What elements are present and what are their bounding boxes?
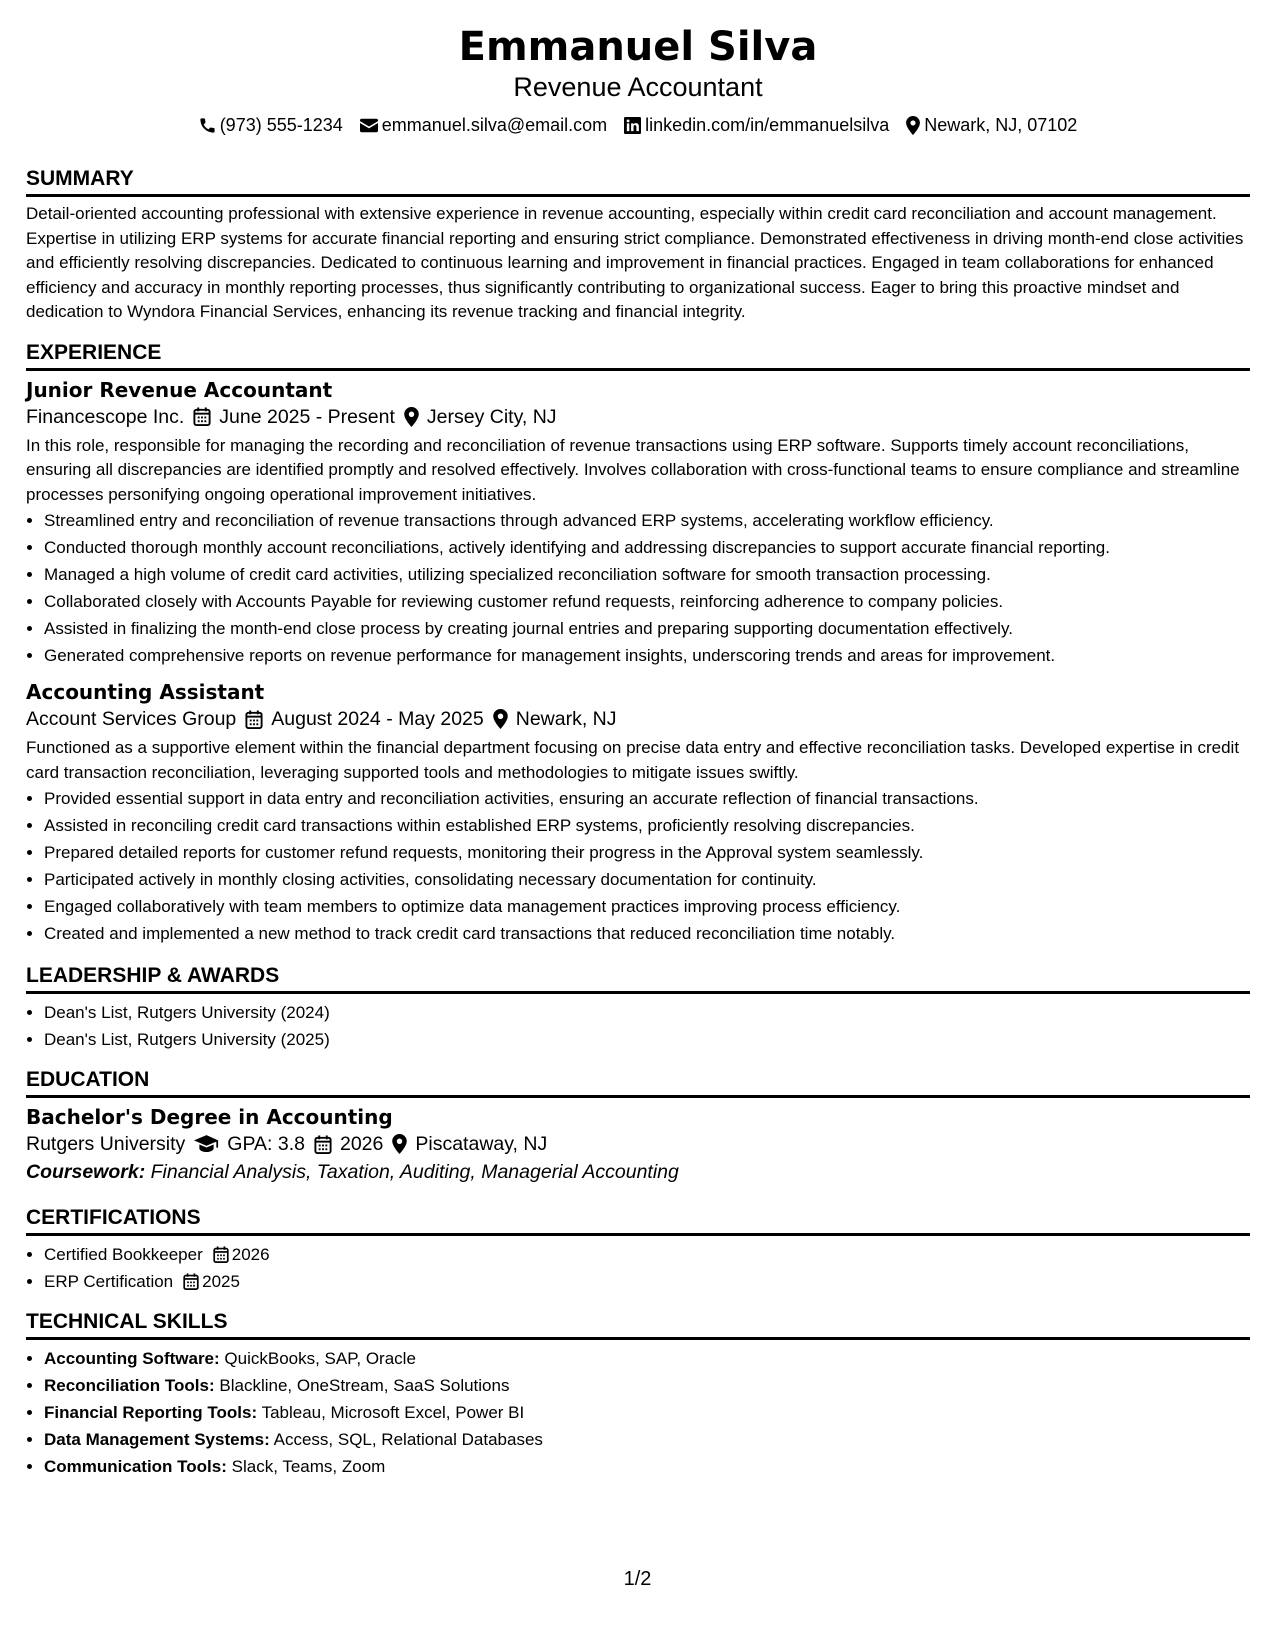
- education-section: [26, 1067, 1250, 1186]
- job-location: [493, 705, 617, 733]
- education-location-text: Piscataway, NJ: [415, 1133, 548, 1155]
- job-bullet: • Assisted in finalizing the month-end close process by creating journal entries and preparing supporting documentation effectively.: [44, 615, 1250, 642]
- job-company: Financescope Inc.: [26, 405, 185, 428]
- job-bullet: • Streamlined entry and reconciliation of revenue transactions through advanced ERP systems, accelerating workflow efficiency.: [44, 507, 1250, 534]
- job-bullet: • Conducted thorough monthly account reconciliations, actively identifying and addressing discrepancies to support accurate financial reporting.: [44, 534, 1250, 561]
- job-bullets: [26, 507, 1250, 669]
- skill-label: Reconciliation Tools:: [44, 1376, 215, 1395]
- skill-value: Access, SQL, Relational Databases: [273, 1430, 543, 1449]
- skill-item: [44, 1426, 1250, 1453]
- gpa-text: GPA: 3.8: [227, 1133, 305, 1155]
- job-bullet: • Engaged collaboratively with team members to optimize data management practices improving process efficiency.: [44, 893, 1250, 920]
- calendar-icon: [213, 1246, 229, 1263]
- job-bullet: • Participated actively in monthly closing activities, consolidating necessary documentation for continuity.: [44, 866, 1250, 893]
- job-location-text: Jersey City, NJ: [426, 405, 557, 428]
- coursework-label: Coursework:: [26, 1161, 146, 1183]
- job-location: [404, 403, 557, 431]
- graduation-cap-icon: [194, 1135, 219, 1153]
- job-entry: [26, 377, 1250, 670]
- certification-date: [213, 1241, 270, 1268]
- location-text: Newark, NJ, 07102: [924, 115, 1078, 135]
- calendar-icon: [245, 710, 263, 729]
- skill-item: [44, 1372, 1250, 1399]
- job-bullet: • Prepared detailed reports for customer refund requests, monitoring their progress in the Approval system seamlessly.: [44, 839, 1250, 866]
- job-title: Junior Revenue Accountant: [26, 377, 333, 402]
- job-meta: [26, 705, 1250, 733]
- skill-value: Blackline, OneStream, SaaS Solutions: [219, 1376, 510, 1395]
- skills-section: [26, 1309, 1250, 1480]
- contact-location: [906, 114, 1077, 136]
- summary-heading: SUMMARY: [26, 166, 1250, 197]
- calendar-icon: [193, 407, 211, 426]
- education-meta: [26, 1130, 1250, 1158]
- skill-value: QuickBooks, SAP, Oracle: [224, 1349, 416, 1368]
- education-location: [392, 1130, 547, 1158]
- job-meta: [26, 403, 1250, 431]
- job-dates: [193, 403, 395, 431]
- award-item: • Dean's List, Rutgers University (2024): [44, 999, 1250, 1026]
- awards-list: [26, 999, 1250, 1053]
- certifications-section: [26, 1205, 1250, 1295]
- award-item: • Dean's List, Rutgers University (2025): [44, 1026, 1250, 1053]
- contact-email[interactable]: [360, 114, 607, 136]
- calendar-icon: [314, 1135, 332, 1154]
- skill-item: [44, 1345, 1250, 1372]
- contact-phone[interactable]: [199, 114, 343, 136]
- skill-item: [44, 1453, 1250, 1480]
- summary-text: Detail-oriented accounting professional with extensive experience in revenue accounting, especially within credit card reconciliation and account management. Expertise in utilizing ERP systems for accurate financial reporting and ensuring strict compliance. Demonstrated effectiveness in driving month-end close activities and efficiently resolving discrepancies. Dedicated to continuous learning and improvement in financial practices. Engaged in team collaborations for enhanced efficiency and accuracy in monthly reporting processes, thus significantly contributing to organizational success. Eager to bring this proactive mindset and dedication to Wyndora Financial Services, enhancing its revenue tracking and financial integrity.: [26, 204, 1244, 321]
- experience-section: [26, 340, 1250, 948]
- resume-page: [26, 22, 1250, 1480]
- contact-linkedin[interactable]: [624, 114, 889, 136]
- calendar-icon: [183, 1273, 199, 1290]
- job-location-text: Newark, NJ: [515, 708, 617, 730]
- phone-text: (973) 555-1234: [219, 115, 343, 135]
- job-bullet: • Generated comprehensive reports on revenue performance for management insights, underscoring trends and areas for improvement.: [44, 642, 1250, 669]
- certifications-list: [26, 1241, 1250, 1295]
- skill-value: Slack, Teams, Zoom: [231, 1457, 386, 1476]
- map-pin-icon: [392, 1134, 407, 1154]
- certification-date: [183, 1268, 240, 1295]
- awards-heading: LEADERSHIP & AWARDS: [26, 963, 1250, 994]
- page-number: 1/2: [623, 1568, 652, 1590]
- job-company: Account Services Group: [26, 708, 237, 730]
- education-heading: EDUCATION: [26, 1067, 1250, 1098]
- phone-icon: [199, 117, 216, 134]
- education-year: [314, 1130, 383, 1158]
- skill-item: [44, 1399, 1250, 1426]
- school-name: Rutgers University: [26, 1133, 186, 1155]
- candidate-name: Emmanuel Silva: [458, 24, 818, 70]
- job-entry: [26, 679, 1250, 947]
- coursework-text: Financial Analysis, Taxation, Auditing, Managerial Accounting: [150, 1161, 679, 1183]
- skill-label: Communication Tools:: [44, 1457, 227, 1476]
- certification-year: 2025: [202, 1272, 240, 1291]
- job-bullet: • Managed a high volume of credit card activities, utilizing specialized reconciliation software for smooth transaction processing.: [44, 561, 1250, 588]
- job-description: Functioned as a supportive element within the financial department focusing on precise data entry and effective reconciliation tasks. Developed expertise in credit card transaction reconciliation, leveraging supported tools and methodologies to mitigate issues swiftly.: [26, 738, 1240, 782]
- experience-heading: EXPERIENCE: [26, 340, 1250, 371]
- certification-name: • Certified Bookkeeper: [44, 1245, 203, 1264]
- linkedin-text: linkedin.com/in/emmanuelsilva: [645, 115, 890, 135]
- skill-label: Accounting Software:: [44, 1349, 220, 1368]
- candidate-title: Revenue Accountant: [513, 72, 763, 102]
- skill-label: Data Management Systems:: [44, 1430, 270, 1449]
- certification-item: [44, 1268, 1250, 1295]
- job-dates-text: June 2025 - Present: [219, 405, 395, 428]
- job-dates-text: August 2024 - May 2025: [271, 708, 484, 730]
- skill-label: Financial Reporting Tools:: [44, 1403, 258, 1422]
- map-pin-icon: [404, 407, 419, 427]
- job-dates: [245, 705, 483, 733]
- certification-item: [44, 1241, 1250, 1268]
- job-bullet: • Assisted in reconciling credit card transactions within established ERP systems, proficiently resolving discrepancies.: [44, 812, 1250, 839]
- summary-section: [26, 166, 1250, 325]
- envelope-icon: [360, 118, 378, 133]
- job-bullet: • Collaborated closely with Accounts Payable for reviewing customer refund requests, reinforcing adherence to company policies.: [44, 588, 1250, 615]
- map-pin-icon: [906, 116, 920, 135]
- skills-heading: TECHNICAL SKILLS: [26, 1309, 1250, 1340]
- map-pin-icon: [493, 709, 508, 729]
- certification-name: • ERP Certification: [44, 1272, 174, 1291]
- year-text: 2026: [339, 1133, 384, 1155]
- job-bullet: • Created and implemented a new method to track credit card transactions that reduced reconciliation time notably.: [44, 920, 1250, 947]
- coursework: [26, 1158, 1250, 1186]
- certifications-heading: CERTIFICATIONS: [26, 1205, 1250, 1236]
- skills-list: [26, 1345, 1250, 1480]
- skill-value: Tableau, Microsoft Excel, Power BI: [261, 1403, 525, 1422]
- certification-year: 2026: [231, 1245, 270, 1264]
- education-gpa: [194, 1130, 305, 1158]
- job-bullet: • Provided essential support in data entry and reconciliation activities, ensuring an accurate reflection of financial transactions.: [44, 785, 1250, 812]
- linkedin-icon: [624, 117, 641, 134]
- awards-section: [26, 963, 1250, 1053]
- job-title: Accounting Assistant: [26, 680, 265, 704]
- email-text: emmanuel.silva@email.com: [381, 115, 608, 135]
- job-bullets: [26, 785, 1250, 947]
- degree-title: Bachelor's Degree in Accounting: [26, 1105, 393, 1129]
- contact-bar: [26, 114, 1250, 136]
- job-description: In this role, responsible for managing the recording and reconciliation of revenue transactions using ERP software. Supports timely account reconciliations, ensuring all discrepancies are identified promptly and resolved effectively. Involves collaboration with cross-functional teams to ensure compliance and streamline processes personifying ongoing operational improvement initiatives.: [26, 435, 1240, 504]
